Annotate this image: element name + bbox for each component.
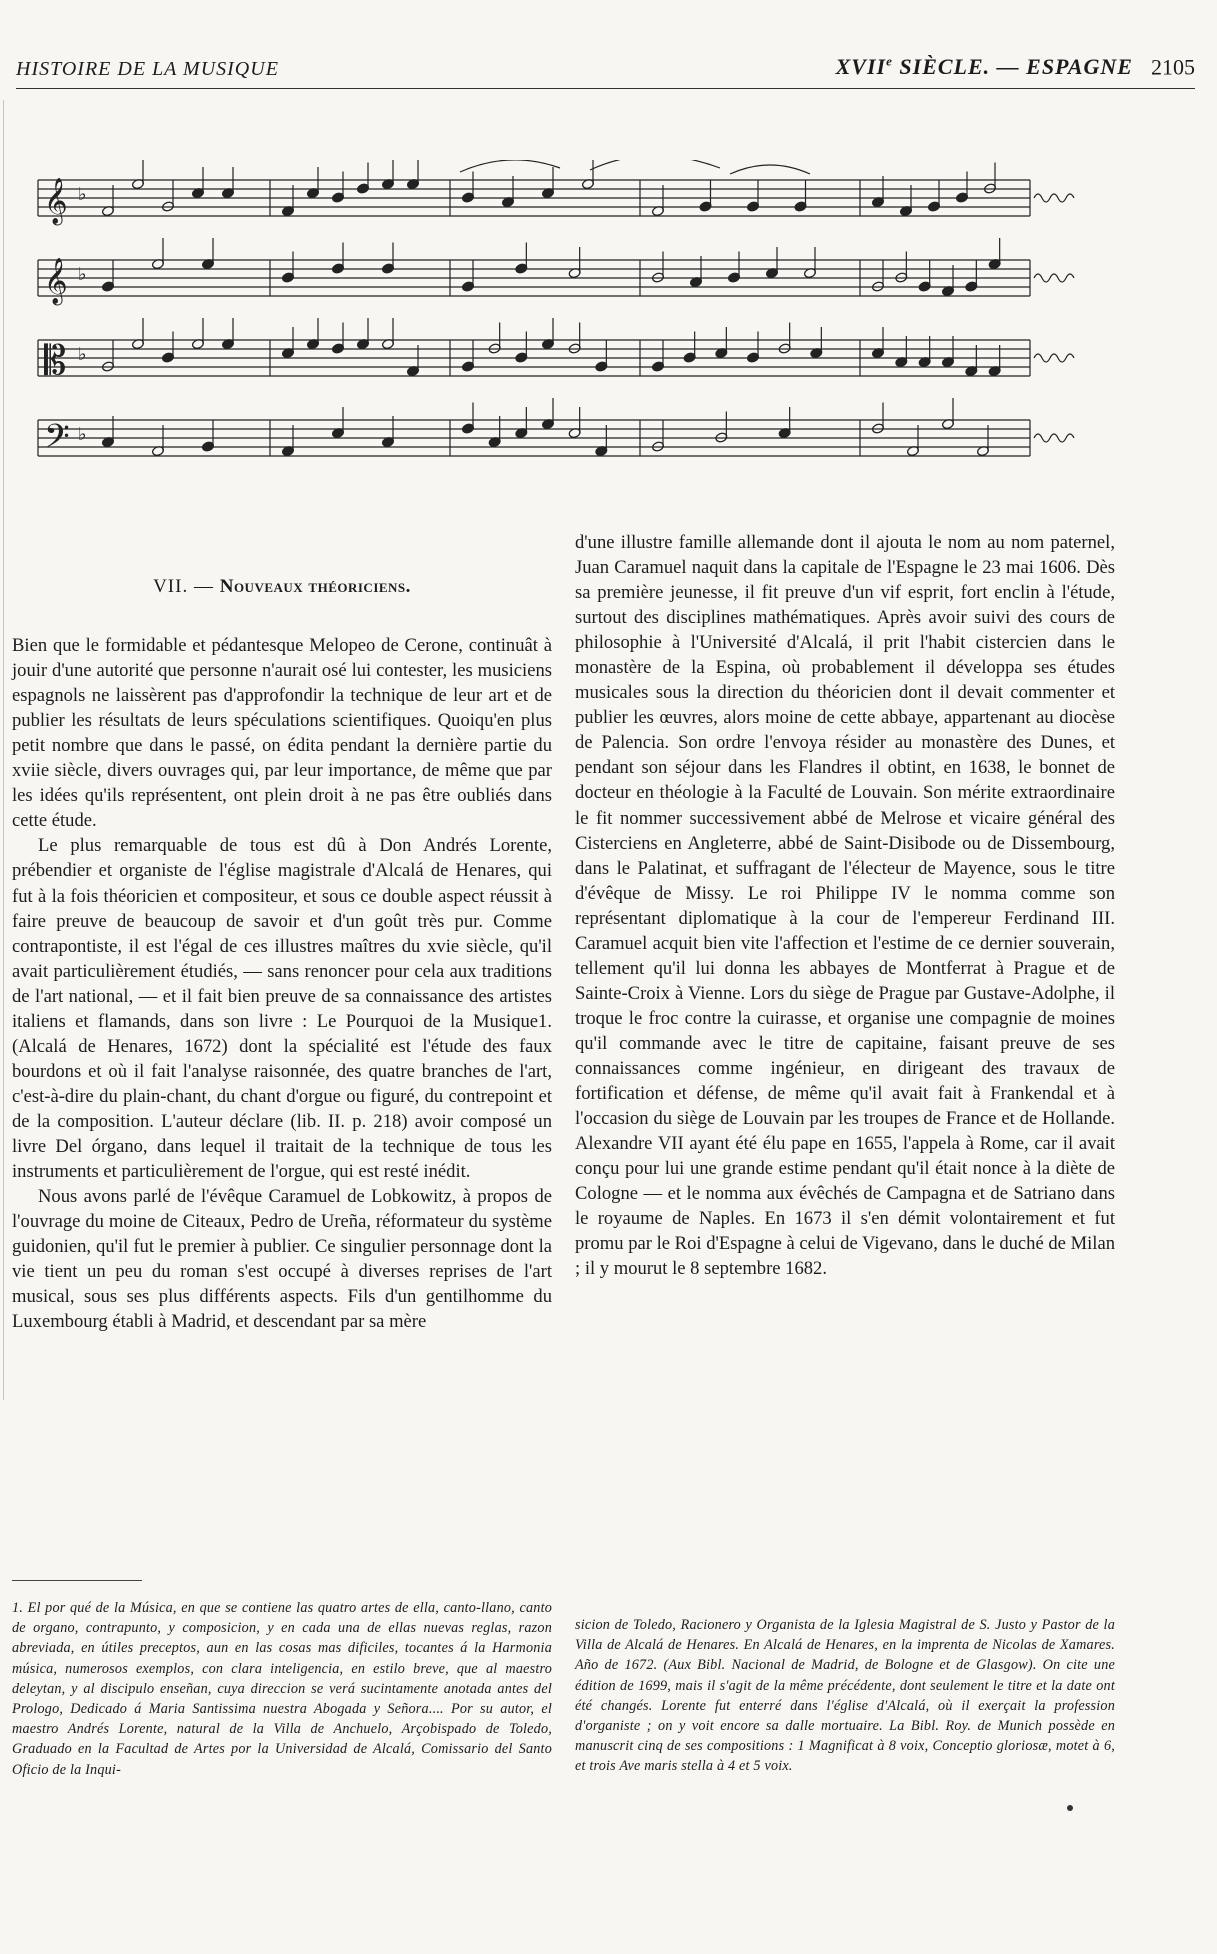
ink-dot (1067, 1805, 1073, 1811)
svg-text:♭: ♭ (78, 344, 87, 365)
svg-text:♭: ♭ (78, 424, 87, 445)
svg-text:♭: ♭ (78, 264, 87, 285)
svg-text:𝄞: 𝄞 (44, 258, 68, 304)
paragraph: Le plus remarquable de tous est dû à Don Andrés Lorente, prébendier et organiste de l'église magistrale d'Alcalá de Henares, qui fut à la fois théoricien et compositeur, et sous ce double aspect réussit à faire preuve de beaucoup de savoir et d'un goût très pur. Comme contrapontiste, il est l'égal de ces illustres maîtres du xvie siècle, qu'il avait particulièrement étudiés, — sans renoncer pour cela aux traditions de l'art national, — et il fait bien preuve de sa connaissance des artistes italiens et flamands, dans son livre : Le Pourquoi de la Musique1. (Alcalá de Henares, 1672) dont la spécialité est l'étude des faux bourdons et où il fait l'analyse raisonnée, des quatre branches de l'art, c'est-à-dire du plain-chant, du chant d'orgue ou figuré, du contrepoint et de la composition. L'auteur déclare (lib. II. p. 218) avoir composé un livre Del órgano, dans lequel il traitait de la technique de tous les instruments et particulièrement de l'orgue, qui est resté inédit. (12, 835, 552, 1183)
running-header (16, 54, 1195, 89)
paragraph: Nous avons parlé de l'évêque Caramuel de Lobkowitz, à propos de l'ouvrage du moine de Citeaux, Pedro de Ureña, réformateur du système guidonien, qu'il fut le premier à publier. Ce singulier personnage dont la vie tient un peu du roman s'est occupé à diverses reprises de l'art musical, sous ses plus différents aspects. Fils d'un gentilhomme du Luxembourg établi à Madrid, et descendant par sa mère (12, 1186, 552, 1333)
running-title: HISTOIRE DE LA MUSIQUE (16, 58, 279, 80)
footnote-rule (12, 1580, 142, 1581)
footnote-left: 1. El por qué de la Música, en que se contiene las quatro artes de ella, canto-llano, canto de organo, contrapunto, y composicion, y en cada una de ellas nuevas reglas, razon abreviada, en útiles preceptos, aun en las cosas mas dificiles, tocantes á la Harmonia música, numerosos exemplos, con clara inteligencia, en estilo breve, que al maestro deleytan, y al discipulo enseñan, cuya direccion se verá sucintamente anotada antes del Prologo, Dedicado á Maria Santissima nuestra Abogada y Señora.... Por su autor, el maestro Andrés Lorente, natural de la Villa de Anchuelo, Arçobispado de Toledo, Graduado en la Facultad de Artes por la Universidad de Alcalá, Comissario del Santo Oficio de la Inqui- (12, 1600, 552, 1778)
page-number: 2105 (1151, 54, 1195, 80)
paragraph: d'une illustre famille allemande dont il ajouta le nom au nom paternel, Juan Caramuel naquit dans la capitale de l'Espagne le 23 mai 1606. Dès sa première jeunesse, il fit preuve d'un vif esprit, fort enclin à l'étude, surtout des disciplines mathématiques. Après avoir suivi des cours de philosophie à l'Université d'Alcalá, il prit l'habit cistercien dans le monastère de la Espina, où probablement il développa ses études musicales sous la direction du théoricien dont il devait commenter et publier les œuvres, alors moine de cette abbaye, appartenant au diocèse de Palencia. Son ordre l'envoya résider au monastère des Dunes, et pendant son séjour dans les Flandres il obtint, en 1638, le bonnet de docteur en théologie à la Faculté de Louvain. Son mérite extraordinaire le fit nommer successivement abbé de Melrose et vicaire général des Cisterciens en Angleterre, abbé de Saint-Disibode ou de Dissembourg, dans le Palatinat, et suffragant de l'électeur de Mayence, sous le titre d'évêque de Missy. Le roi Philippe IV le nomma comme son représentant diplomatique à la cour de l'empereur Ferdinand III. Caramuel acquit bien vite l'affection et l'estime de ce dernier souverain, tellement qu'il lui donna les abbayes de Montferrat à Prague et de Sainte-Croix à Vienne. Lors du siège de Prague par Gustave-Adolphe, il troque le froc contre la cuirasse, et organise une compagnie de moines qu'il commande avec le titre de capitaine, faisant preuve de ses connaissances comme ingénieur, en dirigeant des travaux de fortification et défense, de même qu'il avait fait à Frankendal et à l'occasion du siège de Louvain par les troupes de France et de Hollande. Alexandre VII ayant été élu pape en 1655, l'appela à Rome, car il avait conçu pour lui une grande estime pendant qu'il était nonce à la diète de Cologne — et le nomma aux évêchés de Campagna et de Satriano dans le royaume de Naples. En 1673 il s'en démit volontairement et fut promu par le Roi d'Espagne à celui de Vigevano, dans le duché de Milan ; il y mourut le 8 septembre 1682. (575, 532, 1115, 1280)
running-section: XVIIe SIÈCLE. — ESPAGNE 2105 (835, 54, 1195, 80)
paragraph: Bien que le formidable et pédantesque Melopeo de Cerone, continuât à jouir d'une autorité que personne n'aurait osé lui contester, les musiciens espagnols ne laissèrent pas d'approfondir la technique de leur art et de publier les résultats de leurs spéculations scientifiques. Quoiqu'en plus petit nombre que dans le passé, on édita pendant la dernière partie du xviie siècle, divers ouvrages qui, par leur importance, de même que par les idées qu'ils représentent, ont plein droit à ne pas être oubliés dans cette étude. (12, 635, 552, 832)
svg-text:♭: ♭ (78, 184, 87, 205)
page-margin-shadow (3, 100, 4, 1400)
section-heading: VII. — Nouveaux théoriciens. (153, 576, 411, 597)
svg-text:𝄞: 𝄞 (44, 178, 68, 224)
music-score-figure (30, 160, 1090, 490)
svg-text:𝄢: 𝄢 (44, 418, 70, 464)
footnote-right: sicion de Toledo, Racionero y Organista de la Iglesia Magistral de S. Justo y Pastor de la Villa de Alcalá de Henares. En Alcalá de Henares, en la imprenta de Nicolas de Xamares. Año de 1672. (Aux Bibl. Nacional de Madrid, de Bologne et de Glasgow). On cite une édition de 1699, mais il s'agit de la même précédente, dont seulement le titre et la date ont été changés. Lorente fut enterré dans l'église d'Alcalá, où il exerçait la profession d'organiste ; on y voit encore sa dalle mortuaire. La Bibl. Roy. de Munich possède en manuscrit cinq de ses compositions : 1 Magnificat à 8 voix, Conceptio gloriosæ, motet à 6, et trois Ave maris stella à 4 et 5 voix. (575, 1617, 1115, 1775)
left-column (12, 530, 552, 1334)
right-column (575, 530, 1115, 1281)
svg-text:𝄡: 𝄡 (44, 338, 67, 384)
